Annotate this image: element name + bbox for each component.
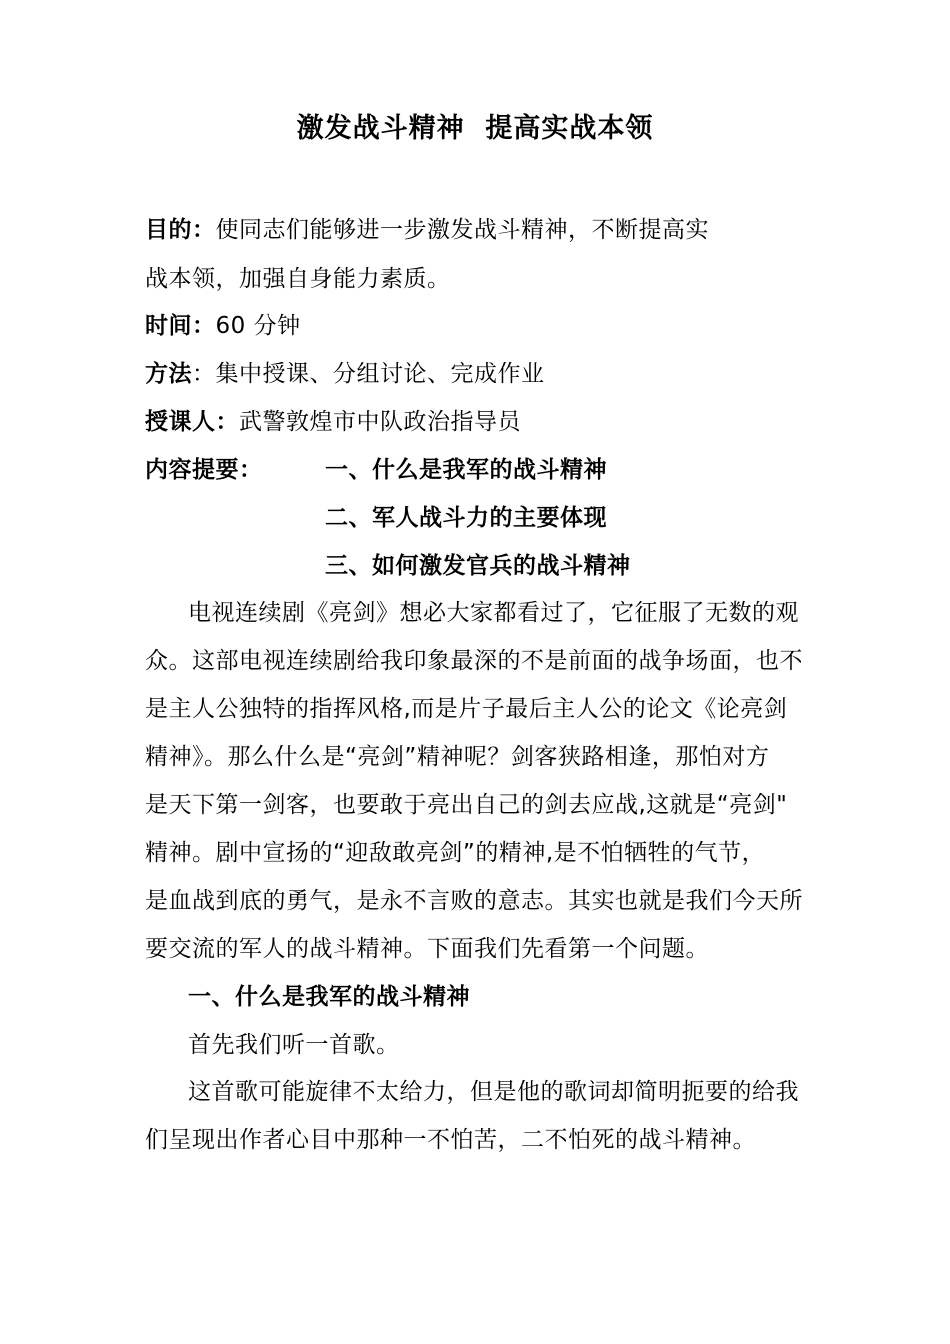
lecturer-line xyxy=(145,407,521,437)
paragraph1-line-7: 是血战到底的勇气，是永不言败的意志。其实也就是我们今天所 xyxy=(145,888,803,914)
lecturer-value: 武警敦煌市中队政治指导员 xyxy=(239,409,521,435)
purpose-label: 目的： xyxy=(145,217,216,243)
paragraph1-line-8: 要交流的军人的战斗精神。下面我们先看第一个问题。 xyxy=(145,936,709,962)
outline-label: 内容提要： xyxy=(145,457,263,483)
paragraph1-line-1: 电视连续剧《亮剑》想必大家都看过了，它征服了无数的观 xyxy=(188,600,799,626)
paragraph1-line-6: 精神。剧中宣扬的“迎敌敢亮剑”的精神,是不怕牺牲的气节， xyxy=(145,840,766,866)
time-line xyxy=(145,311,301,341)
purpose-line-1 xyxy=(145,215,709,245)
method-value: ：集中授课、分组讨论、完成作业 xyxy=(192,361,545,387)
outline-item-3: 三、如何激发官兵的战斗精神 xyxy=(325,553,631,579)
paragraph1-line-4: 精神》。那么什么是“亮剑”精神呢？剑客狭路相逢，那怕对方 xyxy=(145,744,770,770)
paragraph1-line-2: 众。这部电视连续剧给我印象最深的不是前面的战争场面，也不 xyxy=(145,648,803,674)
time-value: 60 分钟 xyxy=(215,313,301,339)
paragraph3-line-1: 这首歌可能旋律不太给力，但是他的歌词却简明扼要的给我 xyxy=(188,1079,799,1105)
paragraph1-line-5: 是天下第一剑客，也要敢于亮出自己的剑去应战,这就是“亮剑" xyxy=(145,792,788,818)
paragraph3-line-2: 们呈现出作者心目中那种一不怕苦，二不怕死的战斗精神。 xyxy=(145,1127,756,1153)
method-label: 方法 xyxy=(145,361,192,387)
purpose-text-1: 使同志们能够进一步激发战斗精神，不断提高实 xyxy=(215,217,709,243)
outline-item-1: 一、什么是我军的战斗精神 xyxy=(325,457,607,483)
paragraph1-line-3: 是主人公独特的指挥风格,而是片子最后主人公的论文《论亮剑 xyxy=(145,696,788,722)
lecturer-label: 授课人： xyxy=(145,409,239,435)
paragraph2: 首先我们听一首歌。 xyxy=(188,1032,400,1058)
outline-item-2: 二、军人战斗力的主要体现 xyxy=(325,505,607,531)
purpose-line-2: 战本领，加强自身能力素质。 xyxy=(145,266,451,292)
method-line xyxy=(145,359,545,389)
section1-heading: 一、什么是我军的战斗精神 xyxy=(188,984,470,1010)
time-label: 时间： xyxy=(145,313,216,339)
document-title: 激发战斗精神 提高实战本领 xyxy=(296,113,654,144)
